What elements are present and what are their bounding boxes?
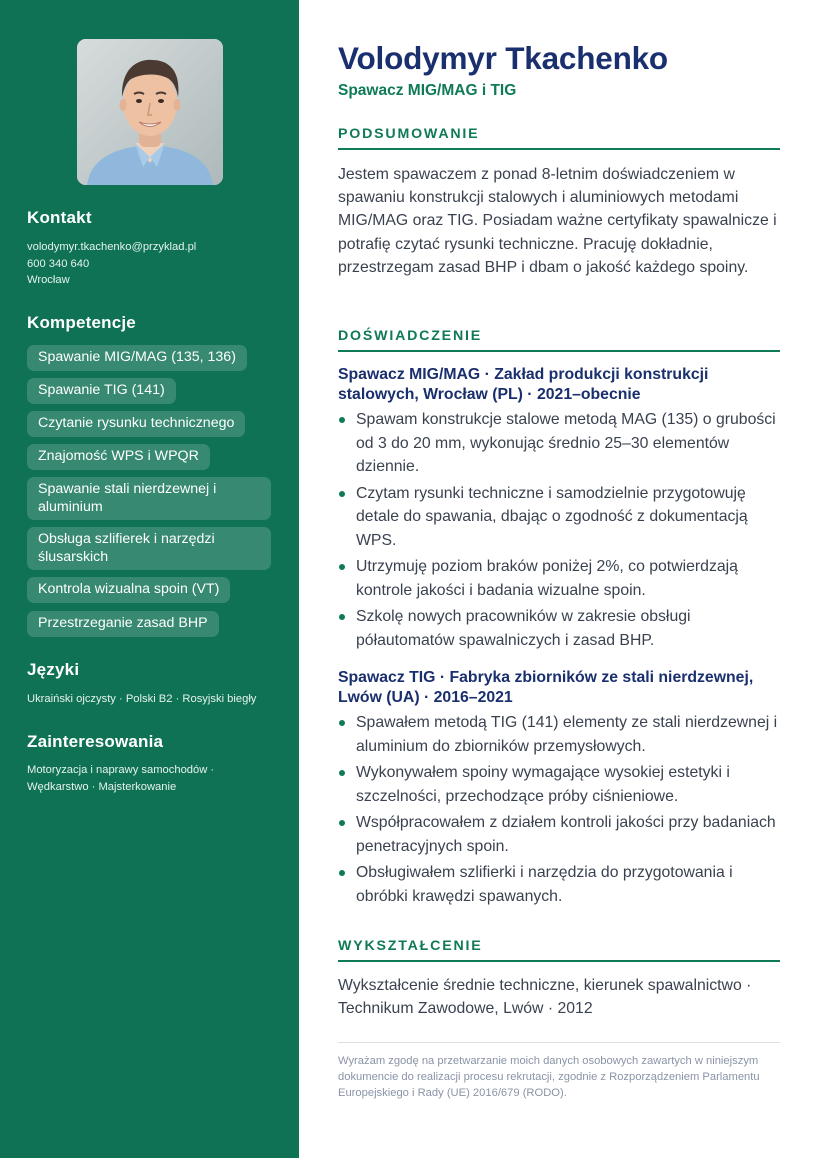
languages-text: Ukraiński ojczysty · Polski B2 · Rosyjski biegły [27, 693, 257, 705]
profile-photo [77, 39, 223, 185]
job-title: Spawacz MIG/MAG · Zakład produkcji konstrukcji stalowych, Wrocław (PL) · 2021–obecnie [338, 366, 709, 403]
bullet-icon [339, 614, 345, 620]
list-item: Obsługiwałem szlifierki i narzędzia do przygotowania i obróbki krawędzi spawanych. [338, 861, 780, 908]
list-item: Spawam konstrukcje stalowe metodą MAG (135) o grubości od 3 do 20 mm, wykonując średnio 25–30 elementów dziennie. [338, 408, 780, 479]
contact-city: Wrocław [27, 274, 70, 286]
candidate-role: Spawacz MIG/MAG i TIG [338, 82, 517, 99]
skill-chip: Przestrzeganie zasad BHP [27, 611, 219, 637]
languages-heading: Języki [27, 660, 80, 679]
bullet-icon [339, 491, 345, 497]
bullet-icon [339, 870, 345, 876]
gdpr-consent: Wyrażam zgodę na przetwarzanie moich danych osobowych zawartych w niniejszym dokumencie do realizacji procesu rekrutacji, zgodnie z Rozporządzeniem Parlamentu Europejskiego i Rady (UE) 2016/679 (RODO). [338, 1055, 760, 1099]
bullet-icon [339, 564, 345, 570]
sidebar [0, 0, 299, 1158]
list-item: Współpracowałem z działem kontroli jakości przy badaniach penetracyjnych spoin. [338, 811, 780, 858]
education-heading: WYKSZTAŁCENIE [338, 938, 780, 962]
interests-heading: Zainteresowania [27, 732, 164, 751]
job-title: Spawacz TIG · Fabryka zbiorników ze stali nierdzewnej, Lwów (UA) · 2016–2021 [338, 669, 754, 706]
bullet-icon [339, 417, 345, 423]
list-item: Wykonywałem spoiny wymagające wysokiej estetyki i szczelności, przechodzące próby ciśnieniowe. [338, 761, 780, 808]
contact-heading: Kontakt [27, 208, 92, 227]
interests-text: Motoryzacja i naprawy samochodów · Wędkarstwo · Majsterkowanie [27, 764, 215, 793]
skill-chip: Spawanie TIG (141) [27, 378, 176, 404]
education-text: Wykształcenie średnie techniczne, kierunek spawalnictwo · Technikum Zawodowe, Lwów · 2012 [338, 977, 752, 1018]
divider [338, 1042, 780, 1043]
skill-chip: Czytanie rysunku technicznego [27, 411, 245, 437]
skill-chip: Spawanie stali nierdzewnej i aluminium [27, 477, 271, 520]
experience-heading: DOŚWIADCZENIE [338, 328, 780, 352]
skill-chip: Obsługa szlifierek i narzędzi ślusarskich [27, 527, 271, 570]
list-item: Spawałem metodą TIG (141) elementy ze stali nierdzewnej i aluminium do zbiorników przemysłowych. [338, 711, 780, 758]
bullet-icon [339, 720, 345, 726]
skill-chip: Kontrola wizualna spoin (VT) [27, 577, 230, 603]
list-item: Czytam rysunki techniczne i samodzielnie przygotowuję detale do spawania, dbając o zgodność z dokumentacją WPS. [338, 482, 780, 553]
candidate-name: Volodymyr Tkachenko [338, 40, 668, 76]
skill-chip: Znajomość WPS i WPQR [27, 444, 210, 470]
skill-chip: Spawanie MIG/MAG (135, 136) [27, 345, 247, 371]
list-item: Szkolę nowych pracowników w zakresie obsługi półautomatów spawalniczych i zasad BHP. [338, 605, 780, 652]
job-bullets [338, 408, 780, 655]
bullet-icon [339, 770, 345, 776]
contact-email[interactable]: volodymyr.tkachenko@przyklad.pl [27, 241, 197, 253]
skills-heading: Kompetencje [27, 313, 136, 332]
bullet-icon [339, 820, 345, 826]
summary-heading: PODSUMOWANIE [338, 126, 780, 150]
list-item: Utrzymuję poziom braków poniżej 2%, co potwierdzają kontrole jakości i badania wizualne spoin. [338, 555, 780, 602]
summary-text: Jestem spawaczem z ponad 8-letnim doświadczeniem w spawaniu konstrukcji stalowych i aluminiowych metodami MIG/MAG oraz TIG. Posiadam ważne certyfikaty spawalnicze i potrafię czytać rysunki techniczne. Pracuję dokładnie, przestrzegam zasad BHP i dbam o jakość każdego spoiny. [338, 166, 777, 276]
job-bullets [338, 711, 780, 911]
contact-phone[interactable]: 600 340 640 [27, 258, 90, 270]
